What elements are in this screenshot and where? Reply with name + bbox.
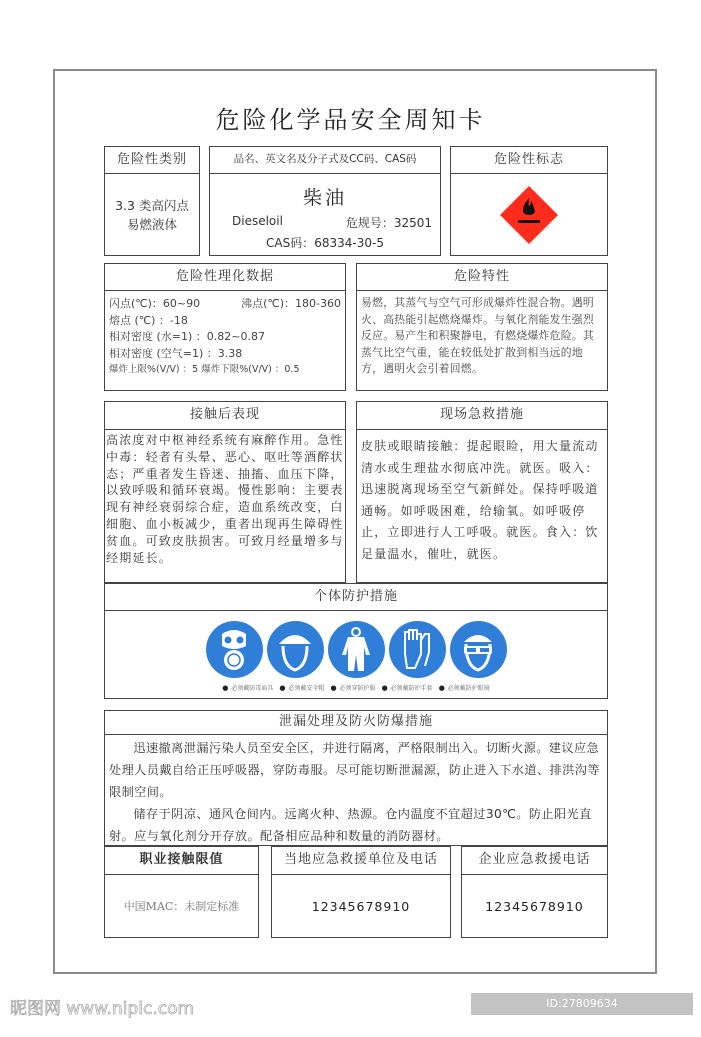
- exposure-symptoms-text: 高浓度对中枢神经系统有麻醉作用。急性中毒：轻者有头晕、恶心、呕吐等酒醉状态；严重者发生昏迷、抽搐、血压下降，以致呼吸和循环衰竭。慢性影响：主要表现有神经衰弱综合症，造血系统改变，白细胞、血小板减少，重者出现再生障碍性贫血。可致皮肤损害。可致月经量增多与经期延长。: [106, 433, 344, 565]
- explosion-limits: 爆炸上限%(V/V) ：5 爆炸下限%(V/V) ：0.5: [109, 364, 300, 375]
- site-watermark: 昵图网 www.nipic.com: [10, 999, 195, 1019]
- company-emergency-header: 企业应急救援电话: [462, 847, 607, 875]
- hazard-category-header: 危险性类别: [105, 147, 199, 174]
- local-emergency-phone: 12345678910: [311, 898, 411, 914]
- page-title: 危险化学品安全周知卡: [215, 106, 486, 134]
- exposure-limit-header: 职业接触限值: [105, 847, 258, 875]
- product-header: 品名、英文名及分子式及CC码、CAS码: [210, 147, 440, 174]
- exposure-limit-value: 中国MAC：未制定标准: [123, 900, 240, 913]
- exposure-symptoms-header: 接触后表现: [105, 402, 345, 430]
- spill-fire-para1: 迅速撤离泄漏污染人员至安全区，并进行隔离，严格限制出入。切断火源。建议应急处理人员戴自给正压呼吸器，穿防毒服。尽可能切断泄漏源，防止进入下水道、排洪沟等限制空间。: [109, 741, 600, 799]
- safety-goggles-icon: [450, 621, 507, 678]
- company-emergency-phone: 12345678910: [485, 898, 584, 914]
- spill-fire-para2: 储存于阴凉、通风仓间内。远离火种、热源。仓内温度不宜超过30℃。防止阳光直射。应与氧化剂分开存放。配备相应品种和数量的消防器材。: [109, 807, 592, 843]
- spill-fire-box: [104, 710, 608, 846]
- hazard-characteristics-header: 危险特性: [357, 264, 607, 291]
- ppe-label-gloves: ● 必须戴防护手套: [382, 683, 433, 692]
- physchem-box: [104, 263, 346, 391]
- product-box: [209, 146, 441, 256]
- hazard-category-box: [104, 146, 200, 256]
- hazard-sign-header: 危险性标志: [451, 147, 607, 174]
- first-aid-header: 现场急救措施: [357, 402, 607, 430]
- ppe-label-gas-mask: ● 必须戴防毒面具: [222, 683, 273, 692]
- first-aid-box: [356, 401, 608, 583]
- hazard-category-value-line1: 3.3 类高闪点: [115, 197, 189, 213]
- hazard-characteristics-text: 易燃，其蒸气与空气可形成爆炸性混合物。遇明火、高热能引起燃烧爆炸。与氧化剂能发生强烈反应。易产生和积聚静电，有燃烧爆炸危险。其蒸气比空气重，能在较低处扩散到相当远的地方，遇明火会引着回燃。: [361, 296, 595, 375]
- product-hazard-number: 危规号：32501: [345, 216, 432, 230]
- boiling-point: 沸点(℃)：180-360: [241, 297, 341, 310]
- product-name-en: Dieseloil: [232, 214, 283, 228]
- flash-point: 闪点(℃)：60~90: [109, 297, 201, 310]
- ppe-label-helmet: ● 必须戴安全帽: [279, 683, 324, 692]
- product-name-cn: 柴油: [302, 187, 347, 209]
- hazard-characteristics-box: [356, 263, 608, 391]
- gas-mask-icon: [206, 621, 263, 678]
- physchem-header: 危险性理化数据: [105, 264, 345, 291]
- density-water: 相对密度 (水=1) ：0.82~0.87: [109, 330, 265, 343]
- local-emergency-header: 当地应急救援单位及电话: [272, 847, 450, 875]
- ppe-box: [104, 583, 608, 699]
- melting-point: 熔点 (℃) ：-18: [109, 313, 188, 327]
- first-aid-text: 皮肤或眼睛接触：提起眼睑，用大量流动清水或生理盐水彻底冲洗。就医。吸入：迅速脱离现场至空气新鲜处。保持呼吸道通畅。如呼吸困难，给输氧。如呼吸停止，立即进行人工呼吸。就医。食入：饮足量温水，催吐，就医。: [361, 439, 599, 561]
- safety-helmet-icon: [267, 621, 324, 678]
- ppe-label-goggles: ● 必须戴防护眼镜: [439, 683, 490, 692]
- company-emergency-box: [461, 846, 608, 938]
- protective-gloves-icon: [389, 621, 446, 678]
- image-id-watermark: ID:27809634 NO:20210804164230543103: [471, 993, 693, 1015]
- density-air: 相对密度 (空气=1) ：3.38: [109, 346, 243, 360]
- spill-fire-header: 泄漏处理及防火防爆措施: [105, 711, 607, 735]
- ppe-label-suit: ● 必须穿防护服: [330, 683, 375, 692]
- ppe-header: 个体防护措施: [105, 584, 607, 611]
- flammable-liquid-diamond-icon: [498, 184, 560, 246]
- protective-suit-icon: [328, 621, 385, 678]
- product-cas: CAS码：68334-30-5: [266, 236, 384, 250]
- hazard-sign-box: [450, 146, 608, 256]
- exposure-symptoms-box: [104, 401, 346, 583]
- exposure-limit-box: [104, 846, 259, 938]
- hazard-category-value-line2: 易燃液体: [126, 216, 177, 232]
- local-emergency-box: [271, 846, 451, 938]
